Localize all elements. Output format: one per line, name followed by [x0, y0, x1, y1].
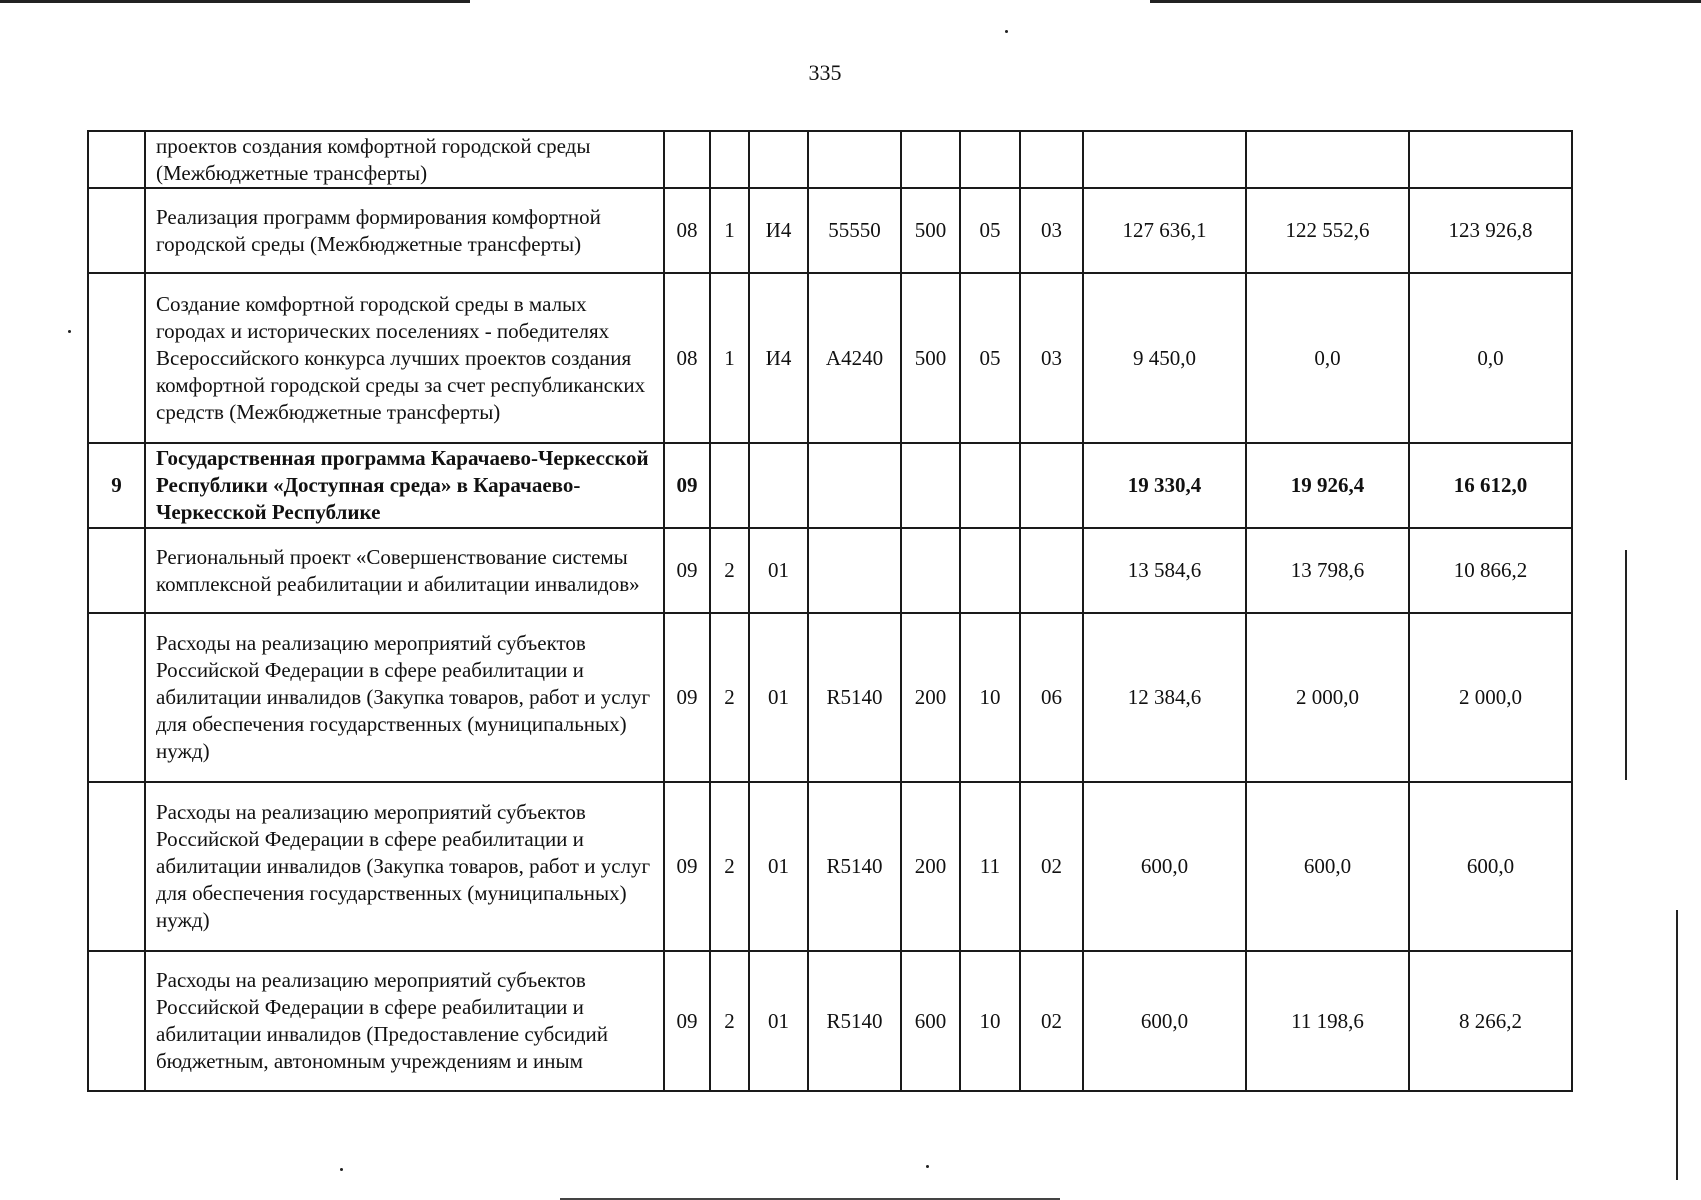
code-project: 01: [749, 528, 808, 613]
code-project: И4: [749, 273, 808, 443]
amount-year-2: 13 798,6: [1246, 528, 1409, 613]
code-section: [960, 131, 1020, 188]
amount-year-2: 11 198,6: [1246, 951, 1409, 1091]
code-section: [960, 528, 1020, 613]
row-number: [88, 528, 145, 613]
table-row: [88, 782, 1572, 951]
code-subsection: 02: [1020, 951, 1083, 1091]
code-expense-type: [901, 443, 960, 528]
row-number: [88, 951, 145, 1091]
scan-edge-line: [0, 0, 470, 3]
code-program: [664, 131, 710, 188]
code-expense-type: [901, 131, 960, 188]
budget-table: [87, 130, 1573, 1092]
table-row: [88, 131, 1572, 188]
amount-year-3: 2 000,0: [1409, 613, 1572, 782]
row-description: Государственная программа Карачаево-Черкесской Республики «Доступная среда» в Карачаево-Черкесской Республике: [145, 443, 664, 528]
amount-year-1: 600,0: [1083, 951, 1246, 1091]
row-description: Создание комфортной городской среды в малых городах и исторических поселениях - победителях Всероссийского конкурса лучших проектов создания комфортной городской среды за счет республиканских средств (Межбюджетные трансферты): [145, 273, 664, 443]
code-subsection: 03: [1020, 188, 1083, 273]
scan-speck: [926, 1165, 929, 1168]
code-program: 08: [664, 188, 710, 273]
code-subsection: [1020, 443, 1083, 528]
table-row: [88, 951, 1572, 1091]
code-target: [808, 131, 901, 188]
code-subsection: 06: [1020, 613, 1083, 782]
code-subprogram: 1: [710, 273, 749, 443]
row-description: Расходы на реализацию мероприятий субъектов Российской Федерации в сфере реабилитации и абилитации инвалидов (Предоставление субсидий бюджетным, автономным учреждениям и иным: [145, 951, 664, 1091]
code-program: 09: [664, 528, 710, 613]
row-description: Расходы на реализацию мероприятий субъектов Российской Федерации в сфере реабилитации и абилитации инвалидов (Закупка товаров, работ и услуг для обеспечения государственных (муниципальных) нужд): [145, 613, 664, 782]
code-section: 10: [960, 613, 1020, 782]
code-subprogram: [710, 443, 749, 528]
amount-year-3: 8 266,2: [1409, 951, 1572, 1091]
amount-year-3: 0,0: [1409, 273, 1572, 443]
code-target: [808, 443, 901, 528]
code-section: 11: [960, 782, 1020, 951]
row-description: Региональный проект «Совершенствование системы комплексной реабилитации и абилитации инвалидов»: [145, 528, 664, 613]
page-number: 335: [808, 60, 842, 85]
code-project: 01: [749, 613, 808, 782]
code-section: 05: [960, 273, 1020, 443]
code-target: R5140: [808, 613, 901, 782]
amount-year-3: 16 612,0: [1409, 443, 1572, 528]
amount-year-3: 600,0: [1409, 782, 1572, 951]
code-expense-type: 500: [901, 273, 960, 443]
amount-year-3: 10 866,2: [1409, 528, 1572, 613]
row-number: [88, 188, 145, 273]
code-program: 09: [664, 951, 710, 1091]
code-subsection: [1020, 528, 1083, 613]
code-program: 09: [664, 782, 710, 951]
amount-year-1: 13 584,6: [1083, 528, 1246, 613]
amount-year-2: 122 552,6: [1246, 188, 1409, 273]
amount-year-2: [1246, 131, 1409, 188]
row-number: [88, 273, 145, 443]
row-description: Реализация программ формирования комфортной городской среды (Межбюджетные трансферты): [145, 188, 664, 273]
code-expense-type: 500: [901, 188, 960, 273]
amount-year-2: 600,0: [1246, 782, 1409, 951]
scan-speck: [68, 330, 71, 333]
code-project: 01: [749, 782, 808, 951]
table-body: [88, 131, 1572, 1091]
amount-year-2: 19 926,4: [1246, 443, 1409, 528]
code-expense-type: 200: [901, 782, 960, 951]
code-subprogram: 2: [710, 782, 749, 951]
code-section: [960, 443, 1020, 528]
code-project: [749, 443, 808, 528]
row-description: Расходы на реализацию мероприятий субъектов Российской Федерации в сфере реабилитации и абилитации инвалидов (Закупка товаров, работ и услуг для обеспечения государственных (муниципальных) нужд): [145, 782, 664, 951]
amount-year-1: 12 384,6: [1083, 613, 1246, 782]
row-number: [88, 131, 145, 188]
code-subsection: 03: [1020, 273, 1083, 443]
code-project: [749, 131, 808, 188]
table-row: [88, 273, 1572, 443]
code-subprogram: 2: [710, 613, 749, 782]
amount-year-1: 600,0: [1083, 782, 1246, 951]
amount-year-1: 19 330,4: [1083, 443, 1246, 528]
scan-margin-mark: [1676, 910, 1678, 1180]
table-row: [88, 443, 1572, 528]
code-subsection: [1020, 131, 1083, 188]
scan-speck: [340, 1168, 343, 1171]
code-program: 08: [664, 273, 710, 443]
code-target: R5140: [808, 782, 901, 951]
scan-speck: [1005, 30, 1008, 33]
code-expense-type: [901, 528, 960, 613]
code-subsection: 02: [1020, 782, 1083, 951]
code-project: 01: [749, 951, 808, 1091]
code-target: [808, 528, 901, 613]
code-program: 09: [664, 613, 710, 782]
row-number: [88, 613, 145, 782]
row-number: [88, 782, 145, 951]
amount-year-1: [1083, 131, 1246, 188]
code-subprogram: 2: [710, 951, 749, 1091]
amount-year-3: 123 926,8: [1409, 188, 1572, 273]
scan-edge-line: [1150, 0, 1701, 3]
code-program: 09: [664, 443, 710, 528]
table-row: [88, 613, 1572, 782]
code-subprogram: [710, 131, 749, 188]
amount-year-2: 0,0: [1246, 273, 1409, 443]
code-project: И4: [749, 188, 808, 273]
code-expense-type: 200: [901, 613, 960, 782]
code-target: 55550: [808, 188, 901, 273]
code-section: 05: [960, 188, 1020, 273]
code-target: R5140: [808, 951, 901, 1091]
code-target: А4240: [808, 273, 901, 443]
code-subprogram: 1: [710, 188, 749, 273]
code-section: 10: [960, 951, 1020, 1091]
table-row: [88, 188, 1572, 273]
row-number: 9: [88, 443, 145, 528]
amount-year-1: 127 636,1: [1083, 188, 1246, 273]
table-row: [88, 528, 1572, 613]
amount-year-2: 2 000,0: [1246, 613, 1409, 782]
amount-year-1: 9 450,0: [1083, 273, 1246, 443]
code-expense-type: 600: [901, 951, 960, 1091]
amount-year-3: [1409, 131, 1572, 188]
code-subprogram: 2: [710, 528, 749, 613]
scan-margin-mark: [1625, 550, 1627, 780]
row-description: проектов создания комфортной городской среды (Межбюджетные трансферты): [145, 131, 664, 188]
